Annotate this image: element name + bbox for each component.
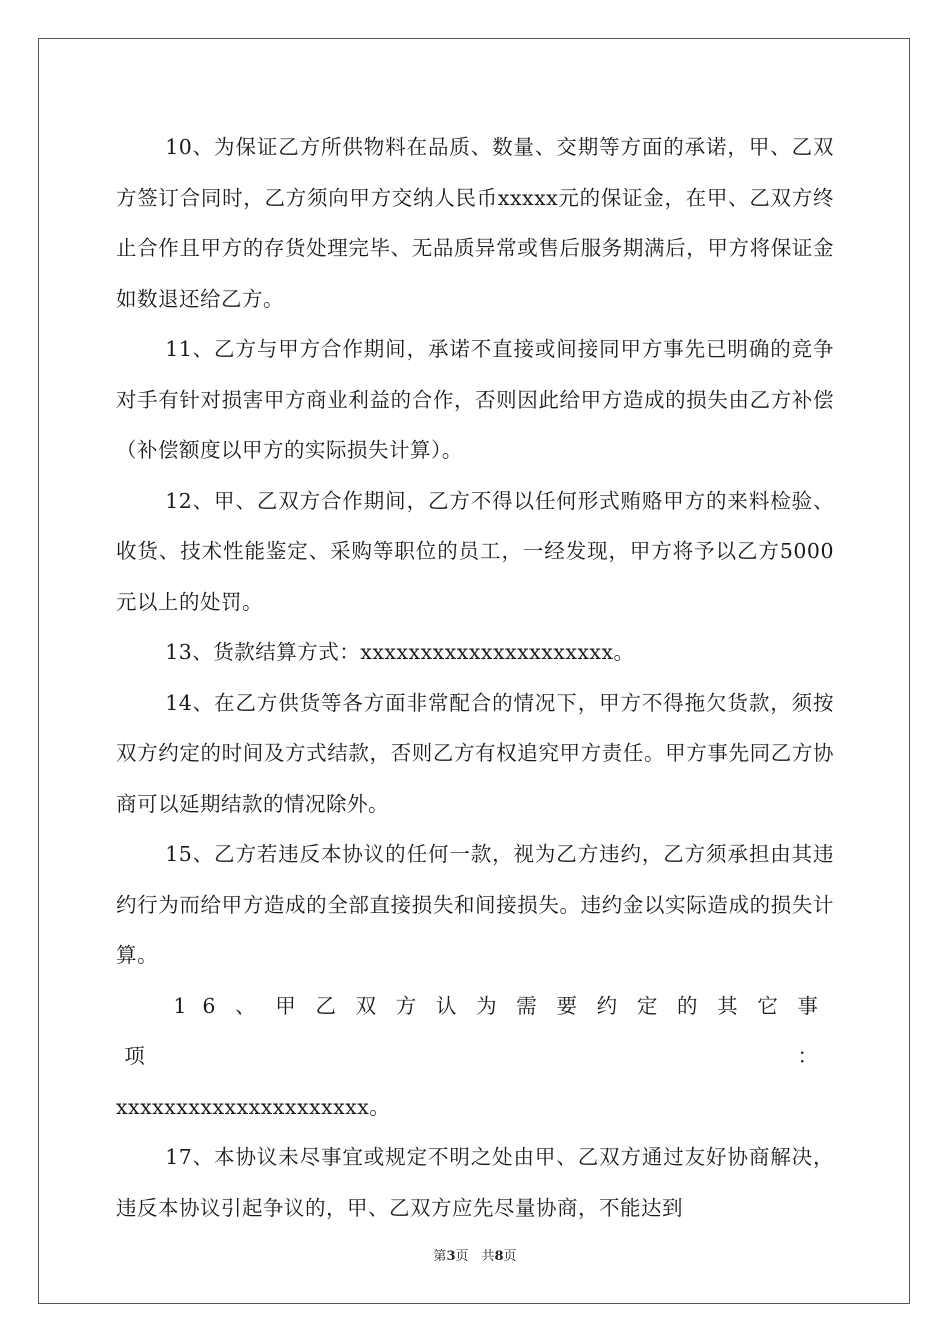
clause-17: 17、本协议未尽事宜或规定不明之处由甲、乙双方通过友好协商解决，违反本协议引起争议的，甲、乙双方应先尽量协商，不能达到: [116, 1145, 834, 1220]
clause-16-line1: 16、甲乙双方认为需要约定的其它事项：: [124, 993, 834, 1068]
clause-11: 11、乙方与甲方合作期间，承诺不直接或间接同甲方事先已明确的竞争对手有针对损害甲方商业利益的合作，否则因此给甲方造成的损失由乙方补偿（补偿额度以甲方的实际损失计算）。: [116, 337, 834, 462]
clause-14: 14、在乙方供货等各方面非常配合的情况下，甲方不得拖欠货款，须按双方约定的时间及方式结款，否则乙方有权追究甲方责任。甲方事先同乙方协商可以延期结款的情况除外。: [116, 690, 834, 816]
page-footer: [0, 1245, 950, 1264]
current-page-number: 3: [446, 1249, 456, 1264]
clause-16: [116, 981, 834, 1133]
clause-15: 15、乙方若违反本协议的任何一款，视为乙方违约，乙方须承担由其违约行为而给甲方造成的全部直接损失和间接损失。违约金以实际造成的损失计算。: [116, 842, 834, 967]
clause-13: 13、货款结算方式：xxxxxxxxxxxxxxxxxxxxx。: [165, 640, 635, 664]
clause-16-line2: xxxxxxxxxxxxxxxxxxxxx。: [116, 1094, 391, 1119]
document-body: [116, 122, 834, 1233]
total-page-number: 8: [494, 1249, 504, 1264]
clause-10: 10、为保证乙方所供物料在品质、数量、交期等方面的承诺，甲、乙双方签订合同时，乙方须向甲方交纳人民币xxxxx元的保证金，在甲、乙双方终止合作且甲方的存货处理完毕、无品质异常或售后服务期满后，甲方将保证金如数退还给乙方。: [116, 135, 834, 311]
footer-suffix: 页: [503, 1249, 517, 1264]
footer-prefix: 第: [433, 1249, 447, 1264]
footer-middle: 页 共: [455, 1249, 495, 1264]
clause-12: 12、甲、乙双方合作期间，乙方不得以任何形式贿赂甲方的来料检验、收货、技术性能鉴定、采购等职位的员工，一经发现，甲方将予以乙方5000元以上的处罚。: [116, 488, 834, 614]
